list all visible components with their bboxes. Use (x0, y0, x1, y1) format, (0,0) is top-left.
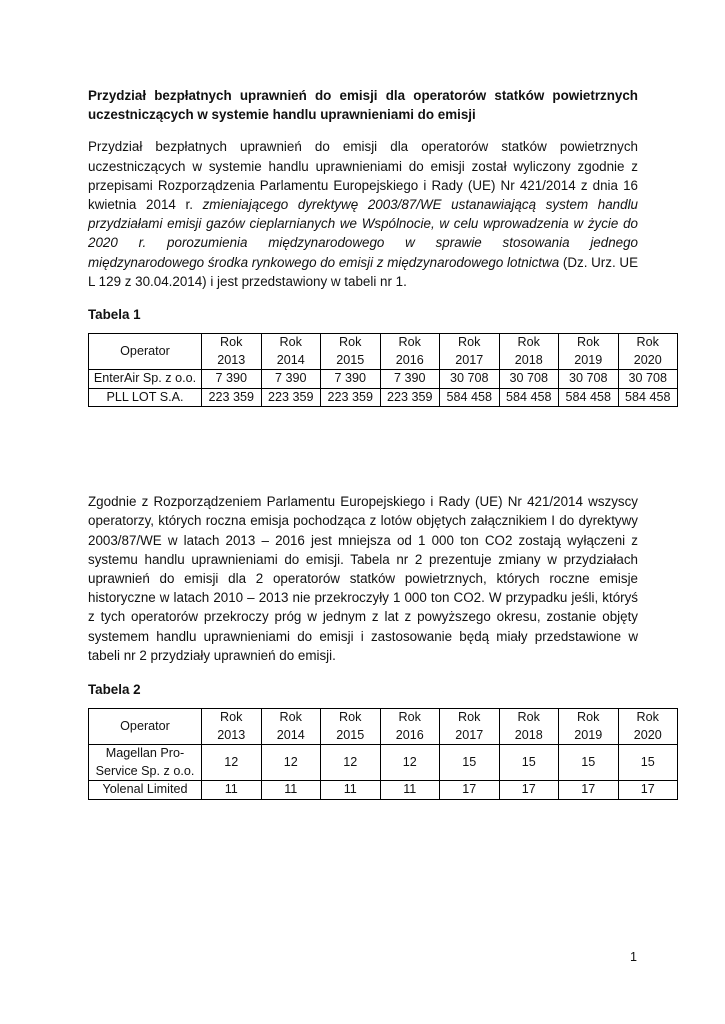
table2-header-year-value: 2016 (395, 727, 424, 742)
table2-value-cell: 12 (380, 745, 440, 781)
table2-header-rok: Rok (458, 710, 481, 725)
table-1-label: Tabela 1 (88, 307, 141, 323)
table-2 (88, 708, 678, 800)
table2-header-year-value: 2017 (455, 727, 484, 742)
table1-value-cell: 223 359 (380, 388, 440, 407)
table2-operator-name: Yolenal Limited (102, 782, 188, 797)
table1-row (89, 370, 678, 389)
table2-header-year-value: 2015 (336, 727, 365, 742)
table1-header-year-value: 2017 (455, 352, 484, 367)
table2-header-year (618, 709, 678, 745)
table1-header-year (261, 334, 321, 370)
table1-header-rok: Rok (220, 335, 243, 350)
table2-value-cell: 17 (559, 781, 619, 800)
table2-operator-cell (89, 781, 202, 800)
table1-value-cell: 584 458 (618, 388, 678, 407)
table1-value-cell: 7 390 (261, 370, 321, 389)
table1-header-rok: Rok (339, 335, 362, 350)
paragraph-1-intro: Przydział bezpłatnych uprawnień do emisji dla operatorów statków powietrznych uczestniczących w systemie handlu uprawnieniami do emisji został wyliczony zgodnie z przepisami Rozporządzenia Parlamentu Europejskiego i Rady (UE) Nr 421/2014 z dnia 16 kwietnia 2014 r. (88, 139, 638, 213)
table2-header-year (499, 709, 559, 745)
table1-value-cell: 223 359 (321, 388, 381, 407)
table1-header-year-value: 2016 (395, 352, 424, 367)
table1-operator-cell (89, 388, 202, 407)
table1-header-rok: Rok (517, 335, 540, 350)
table1-header-year (499, 334, 559, 370)
table2-operator-name: Service Sp. z o.o. (95, 763, 195, 778)
table1-row (89, 388, 678, 407)
table2-header-year (321, 709, 381, 745)
table1-header-year-value: 2020 (633, 352, 662, 367)
table1-header-year-value: 2018 (514, 352, 543, 367)
table2-header-year (202, 709, 262, 745)
table2-value-cell: 15 (499, 745, 559, 781)
table2-header-rok: Rok (398, 710, 421, 725)
table1-value-cell: 30 708 (559, 370, 619, 389)
table1-header-year (380, 334, 440, 370)
table1-header-rok: Rok (458, 335, 481, 350)
table1-value-cell: 584 458 (559, 388, 619, 407)
table1-operator-name: PLL LOT S.A. (106, 389, 184, 404)
table2-header-year-value: 2020 (633, 727, 662, 742)
table2-row (89, 781, 678, 800)
table2-value-cell: 12 (261, 745, 321, 781)
table1-operator-cell (89, 370, 202, 389)
table2-operator-name: Magellan Pro- (105, 746, 185, 761)
table2-header-rok: Rok (339, 710, 362, 725)
table2-value-cell: 11 (202, 781, 262, 800)
table1-header-rok: Rok (279, 335, 302, 350)
document-page (88, 86, 671, 800)
table2-header-year (440, 709, 500, 745)
table2-value-cell: 17 (499, 781, 559, 800)
table2-value-cell: 12 (321, 745, 381, 781)
table1-value-cell: 223 359 (261, 388, 321, 407)
table2-value-cell: 17 (440, 781, 500, 800)
paragraph-2: Zgodnie z Rozporządzeniem Parlamentu Europejskiego i Rady (UE) Nr 421/2014 wszyscy operatorzy, których roczna emisja pochodząca z lotów objętych załącznikiem I do dyrektywy 2003/87/WE w latach 2013 – 2016 jest mniejsza od 1 000 ton CO2 zostają wyłączeni z systemu handlu uprawnieniami do emisji. Tabela nr 2 prezentuje zmiany w przydziałach uprawnień do emisji dla 2 operatorów statków powietrznych, których roczne emisje historyczne w latach 2010 – 2013 nie przekroczyły 1 000 ton CO2. W przypadku jeśli, któryś z tych operatorów przekroczy próg w jednym z lat z powyższego okresu, zostanie objęty systemem handlu uprawnieniami do emisji i zastosowanie będą miały przedstawione w tabeli nr 2 przydziały uprawnień do emisji. (88, 494, 638, 663)
table-1 (88, 333, 678, 407)
table2-header-rok: Rok (279, 710, 302, 725)
table1-header-rok: Rok (398, 335, 421, 350)
table1-header-year (321, 334, 381, 370)
paragraph-1 (88, 137, 638, 291)
table2-value-cell: 11 (261, 781, 321, 800)
page-number: 1 (630, 950, 638, 964)
table1-operator-name: EnterAir Sp. z o.o. (93, 371, 197, 386)
table1-value-cell: 584 458 (440, 388, 500, 407)
table1-header-operator: Operator (89, 334, 202, 370)
table1-header-year-value: 2019 (574, 352, 603, 367)
table2-header-rok: Rok (636, 710, 659, 725)
table1-value-cell: 7 390 (321, 370, 381, 389)
table1-value-cell: 30 708 (499, 370, 559, 389)
table1-value-cell: 30 708 (440, 370, 500, 389)
table2-header-year (380, 709, 440, 745)
table2-header-year (559, 709, 619, 745)
table2-value-cell: 17 (618, 781, 678, 800)
table1-value-cell: 223 359 (202, 388, 262, 407)
table2-header-year-value: 2018 (514, 727, 543, 742)
table1-header-year (559, 334, 619, 370)
table1-value-cell: 584 458 (499, 388, 559, 407)
table2-header-year-value: 2019 (574, 727, 603, 742)
table2-header-rok: Rok (220, 710, 243, 725)
table1-value-cell: 7 390 (202, 370, 262, 389)
table1-header-rok: Rok (636, 335, 659, 350)
paragraph-1-italic: zmieniającego dyrektywę 2003/87/WE ustanawiającą system handlu przydziałami emisji gazów cieplarnianych we Wspólnocie, w celu wprowadzenia w życie do 2020 r. porozumienia międzynarodowego w sprawie stosowania jednego międzynarodowego środka rynkowego do emisji z międzynarodowego lotnictwa (88, 197, 638, 270)
table2-row (89, 745, 678, 781)
table2-value-cell: 11 (321, 781, 381, 800)
table1-header-year (440, 334, 500, 370)
table2-header-year-value: 2013 (217, 727, 246, 742)
table2-header-rok: Rok (517, 710, 540, 725)
table2-value-cell: 15 (559, 745, 619, 781)
table2-header-year (261, 709, 321, 745)
table2-value-cell: 11 (380, 781, 440, 800)
table2-value-cell: 15 (440, 745, 500, 781)
table1-header-year-value: 2014 (276, 352, 305, 367)
table1-header-year (202, 334, 262, 370)
table-2-label: Tabela 2 (88, 682, 141, 698)
table2-value-cell: 15 (618, 745, 678, 781)
table2-header-rok: Rok (577, 710, 600, 725)
table1-header-rok: Rok (577, 335, 600, 350)
table2-operator-cell (89, 745, 202, 781)
table1-header-year-value: 2013 (217, 352, 246, 367)
table2-value-cell: 12 (202, 745, 262, 781)
table2-header-row (89, 709, 678, 745)
table1-header-year-value: 2015 (336, 352, 365, 367)
table2-header-operator: Operator (89, 709, 202, 745)
paragraph-1-outro: (Dz. Urz. UE L 129 z 30.04.2014) i jest przedstawiony w tabeli nr 1. (88, 254, 639, 289)
table1-header-row (89, 334, 678, 370)
table1-value-cell: 7 390 (380, 370, 440, 389)
table1-value-cell: 30 708 (618, 370, 678, 389)
table1-header-year (618, 334, 678, 370)
document-heading: Przydział bezpłatnych uprawnień do emisji dla operatorów statków powietrznych uczestniczących w systemie handlu uprawnieniami do emisji (88, 88, 638, 123)
table2-header-year-value: 2014 (276, 727, 305, 742)
